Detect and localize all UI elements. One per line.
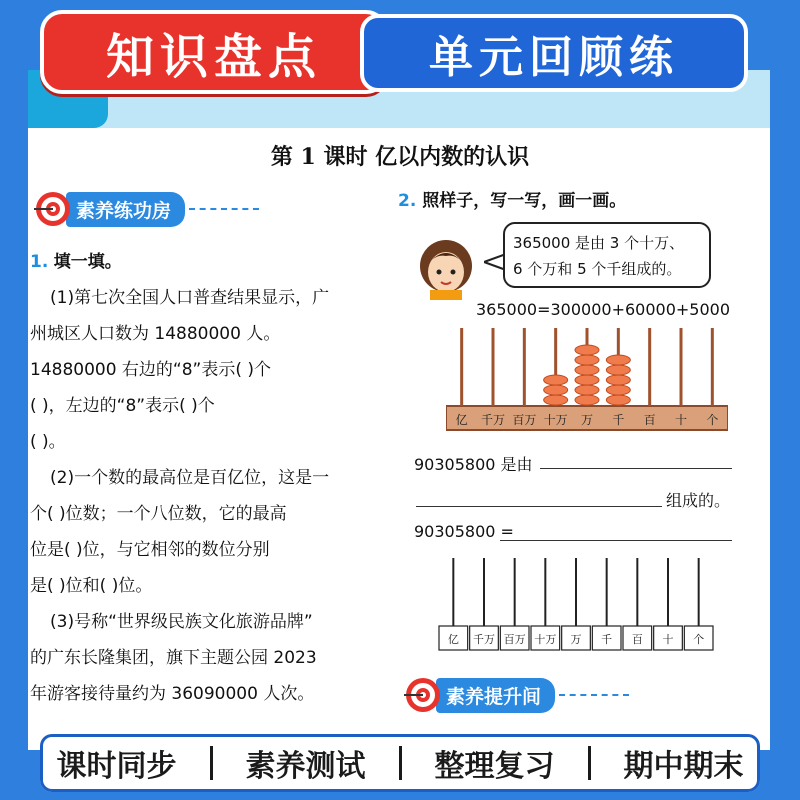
target-icon [34,190,72,228]
divider [399,746,402,780]
place-label: 个 [693,633,705,646]
section-heading-practice [34,190,259,228]
place-label: 十 [674,413,688,427]
question-1 [30,244,370,712]
place-label: 十 [662,633,674,646]
bubble-line: 365000 是由 3 个十万、 [513,234,685,252]
q1-line: 州城区人口数为 14880000 人。 [30,324,281,344]
q1-line: 位是( )位，与它相邻的数位分别 [30,540,270,560]
abacus-bead [575,385,599,395]
abacus-bead [575,365,599,375]
abacus-bead [544,385,568,395]
lesson-title: 第 1 课时 亿以内数的认识 [270,144,530,170]
feature-item: 课时同步 [56,749,177,784]
place-label: 亿 [455,413,468,427]
example-abacus [446,320,728,432]
dashed-line [559,694,629,696]
place-label: 百万 [503,633,526,646]
question-title: 填一填。 [53,252,122,272]
place-label: 亿 [447,633,459,646]
example-equation: 365000=300000+60000+5000 [476,300,730,319]
bottom-feature-bar [40,734,760,792]
q1-line: 是( )位和( )位。 [30,576,153,596]
feature-item: 期中期末 [623,749,744,784]
place-label: 个 [706,413,719,427]
abacus-bead [544,375,568,385]
answer-blank[interactable] [540,468,732,469]
place-label: 百 [631,633,643,646]
section-heading-advance [404,676,629,714]
place-label: 百 [643,413,656,427]
section-label: 素养提升间 [436,678,555,713]
question-number: 2. [398,191,417,211]
bubble-line: 6 个万和 5 个千组成的。 [513,260,682,278]
abacus-bead [606,395,630,405]
place-label: 十万 [543,413,568,427]
question-2-heading [398,186,626,211]
banner-unit-review [360,14,748,92]
section-label: 素养练功房 [66,192,185,227]
dashed-line [189,208,259,210]
q1-line: 的广东长隆集团，旗下主题公园 2023 [30,648,317,668]
divider [210,746,213,780]
abacus-bead [606,385,630,395]
abacus-bead [575,355,599,365]
place-label: 千 [601,633,613,646]
abacus-bead [606,365,630,375]
abacus-bead [575,345,599,355]
equation-prefix: 90305800 = [414,522,514,541]
q1-line: (1)第七次全国人口普查结果显示，广 [50,288,330,308]
q1-line: 个( )位数；一个八位数，它的最高 [30,504,287,524]
q1-line: ( )，左边的“8”表示( )个 [30,396,215,416]
place-label: 千万 [480,413,506,427]
banner-right-text: 单元回顾练 [429,32,679,83]
place-label: 千 [612,413,625,427]
abacus-bead [575,375,599,385]
banner-left-text: 知识盘点 [105,28,322,85]
banner-knowledge-review [40,10,388,94]
q1-line: (3)号称“世界级民族文化旅游品牌” [50,612,313,632]
girl-avatar-icon [416,236,476,300]
question-title: 照样子，写一写，画一画。 [422,191,627,211]
abacus-bead [606,355,630,365]
place-label: 万 [580,413,594,427]
abacus-bead [544,395,568,405]
place-label: 千万 [473,633,495,646]
answer-blank[interactable] [500,540,732,541]
place-label: 十万 [534,633,557,646]
q1-line: (2)一个数的最高位是百亿位，这是一 [50,468,330,488]
feature-item: 素养测试 [245,749,366,784]
target-icon [404,676,442,714]
abacus-bead [575,395,599,405]
question-number: 1. [30,252,49,272]
place-label: 百万 [512,413,537,427]
blank-abacus[interactable] [438,556,714,656]
fill-prefix: 90305800 是由 [414,455,533,474]
place-label: 万 [570,633,582,646]
abacus-bead [606,375,630,385]
answer-blank[interactable] [416,506,662,507]
q1-line: 14880000 右边的“8”表示( )个 [30,360,272,380]
speech-bubble [503,222,711,288]
divider [588,746,591,780]
fill-suffix: 组成的。 [666,491,731,510]
feature-item: 整理复习 [434,749,555,784]
q1-line: 年游客接待量约为 36090000 人次。 [30,684,315,704]
q1-line: ( )。 [30,432,66,452]
